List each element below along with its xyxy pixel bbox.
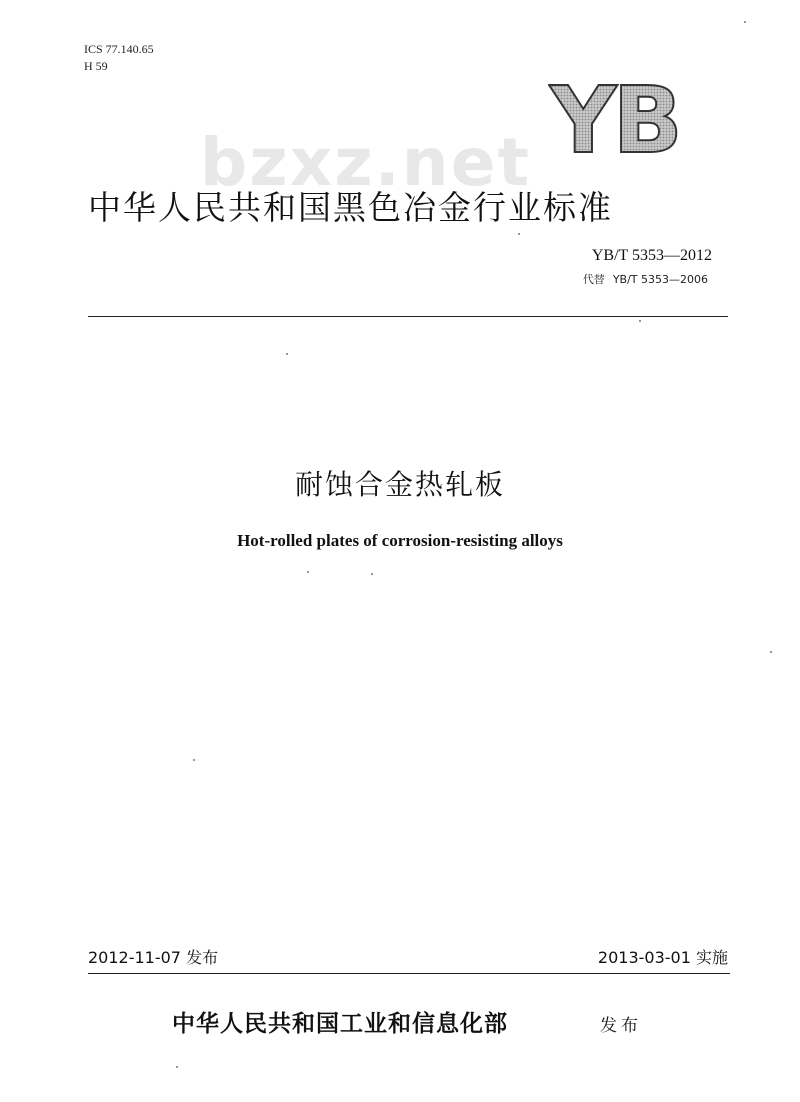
ics-code: ICS 77.140.65 — [84, 42, 154, 56]
standard-number: YB/T 5353—2012 — [591, 247, 712, 264]
implementation-date: 2013-03-01 实施 — [597, 948, 728, 967]
yb-logo — [548, 76, 708, 156]
scan-speck — [371, 573, 373, 575]
document-title-en: Hot-rolled plates of corrosion-resisting alloys — [237, 531, 563, 550]
issuing-action: 发布 — [600, 1016, 642, 1036]
issuing-authority: 中华人民共和国工业和信息化部 — [172, 1010, 508, 1037]
scan-speck — [518, 233, 520, 235]
scan-speck — [770, 651, 772, 653]
scan-speck — [176, 1066, 178, 1068]
replaces-number: YB/T 5353—2006 — [612, 273, 708, 286]
scan-speck — [286, 353, 288, 355]
scan-speck — [307, 571, 309, 573]
issue-date: 2012-11-07 发布 — [88, 948, 219, 967]
footer-divider — [88, 973, 730, 974]
ccs-code: H 59 — [84, 59, 108, 73]
replaces-label: 代替 — [582, 273, 605, 286]
scan-speck — [744, 21, 746, 23]
scan-speck — [639, 320, 641, 322]
document-title-cn: 耐蚀合金热轧板 — [294, 468, 505, 501]
header-divider — [88, 316, 728, 317]
issuer-title: 中华人民共和国黑色冶金行业标准 — [88, 188, 613, 227]
replaces-line — [575, 273, 708, 287]
classification-codes — [84, 41, 154, 75]
logo-text: YB — [550, 76, 679, 156]
watermark-text: bzxz.net — [200, 124, 532, 201]
scan-speck — [193, 759, 195, 761]
